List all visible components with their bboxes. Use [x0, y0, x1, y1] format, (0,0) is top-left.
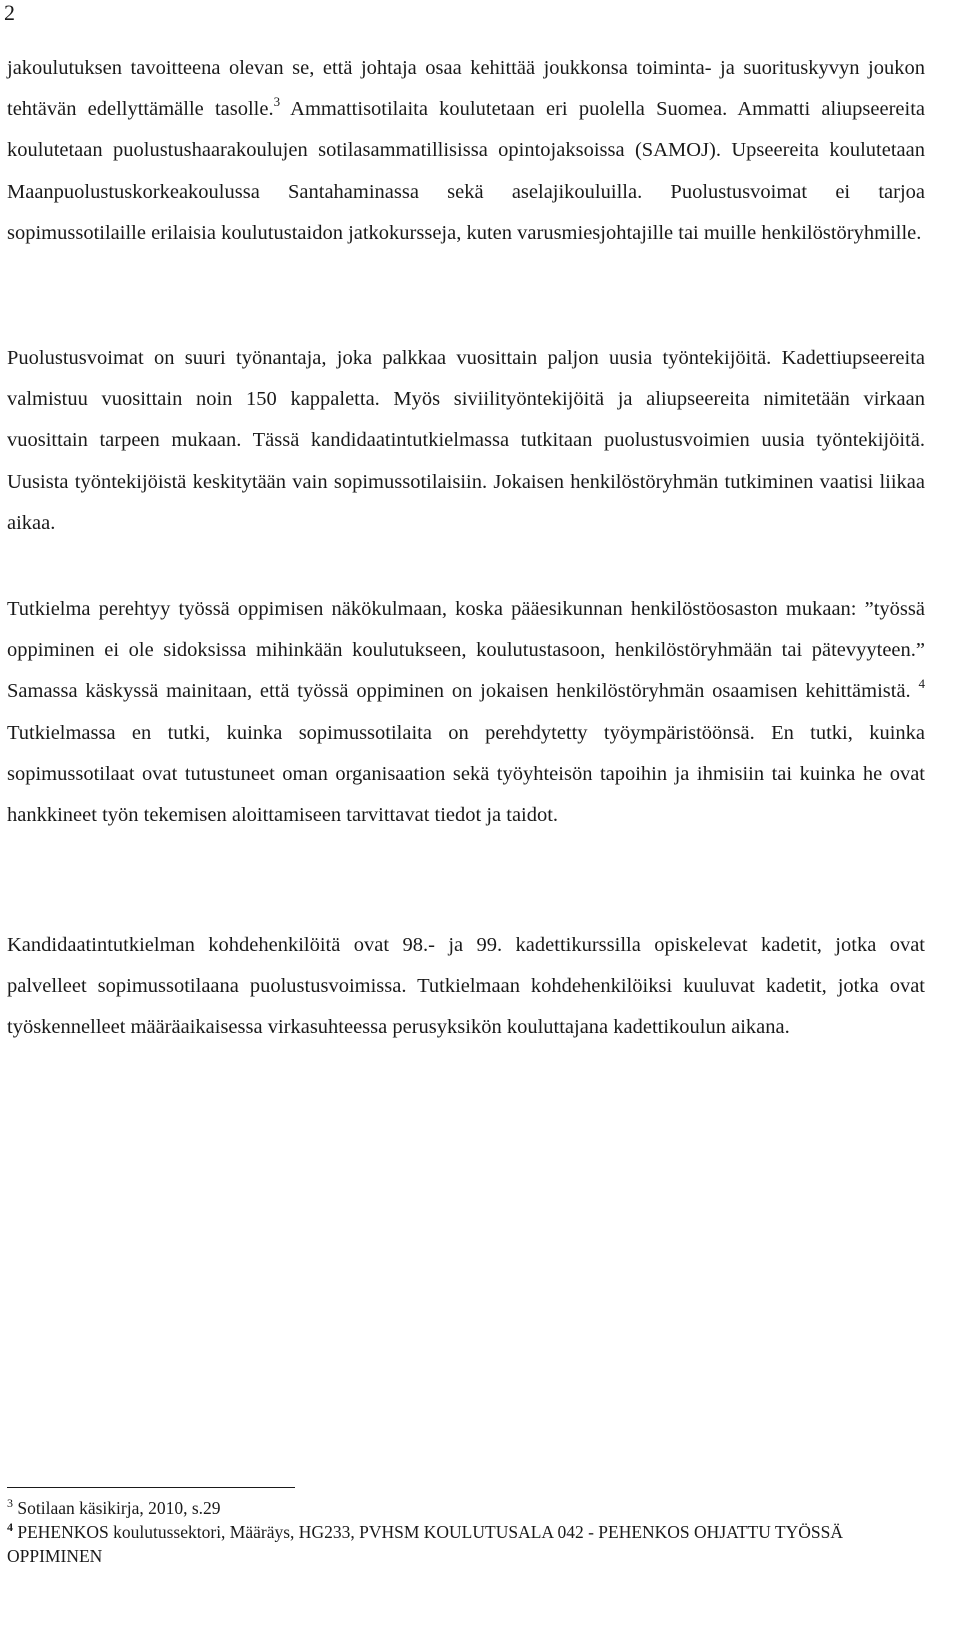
paragraph-1: [7, 48, 925, 254]
footnote-4: [7, 1520, 937, 1568]
paragraph-2: [7, 338, 925, 544]
page-number: 2: [4, 0, 15, 25]
footnote-ref-4: 4: [918, 676, 926, 692]
paragraph-1-text-a: jakoulutuksen tavoitteena olevan se, että johtaja osaa kehittää joukkonsa toiminta- ja suorituskyvyn joukon tehtävän edellyttämälle tasolle.: [7, 57, 925, 121]
footnote-3: [7, 1496, 937, 1520]
footnote-ref-3: 3: [273, 94, 281, 110]
footnote-separator: [7, 1487, 295, 1488]
footnote-text-4: PEHENKOS koulutussektori, Määräys, HG233, PVHSM KOULUTUSALA 042 - PEHENKOS OHJATTU TYÖSSÄ OPPIMINEN: [7, 1522, 843, 1566]
footnote-mark-3: 3: [7, 1496, 13, 1510]
paragraph-2-text: Puolustusvoimat on suuri työnantaja, joka palkkaa vuosittain paljon uusia työntekijöitä. Kadettiupseereita valmistuu vuosittain noin 150 kappaletta. Myös siviilityöntekijöitä ja aliupseereita nimitetään virkaan vuosittain tarpeen mukaan. Tässä kandidaatintutkielmassa tutkitaan puolustusvoimien uusia työntekijöitä. Uusista työntekijöistä keskitytään vain sopimussotilaisiin. Jokaisen henkilöstöryhmän tutkiminen vaatisi liikaa aikaa.: [7, 347, 925, 534]
footnote-mark-4: 4: [7, 1520, 13, 1534]
paragraph-4-text: Kandidaatintutkielman kohdehenkilöitä ovat 98.- ja 99. kadettikurssilla opiskelevat kadetit, jotka ovat palvelleet sopimussotilaana puolustusvoimissa. Tutkielmaan kohdehenkilöiksi kuuluvat kadetit, jotka ovat työskennelleet määräaikaisessa virkasuhteessa perusyksikön kouluttajana kadettikoulun aikana.: [7, 934, 925, 1039]
paragraph-3: [7, 589, 925, 836]
paragraph-4: [7, 925, 925, 1049]
paragraph-3-text-a: Tutkielma perehtyy työssä oppimisen näkökulmaan, koska pääesikunnan henkilöstöosaston mukaan: ”työssä oppiminen ei ole sidoksissa mihinkään koulutukseen, koulutustasoon, henkilöstöryhmään tai pätevyyteen.” Samassa käskyssä mainitaan, että työssä oppiminen on jokaisen henkilöstöryhmän osaamisen kehittämistä.: [7, 598, 925, 703]
paragraph-3-text-b: Tutkielmassa en tutki, kuinka sopimussotilaita on perehdytetty työympäristöönsä. En tutki, kuinka sopimussotilaat ovat tutustuneet oman organisaation sekä työyhteisön tapoihin ja ihmisiin tai kuinka he ovat hankkineet työn tekemisen aloittamiseen tarvittavat tiedot ja taidot.: [7, 721, 925, 827]
paragraph-1-text-b: Ammattisotilaita koulutetaan eri puolella Suomea. Ammatti aliupseereita koulutetaan puolustushaarakoulujen sotilasammatillisissa opintojaksoissa (SAMOJ). Upseereita koulutetaan Maanpuolustuskorkeakoulussa Santahaminassa sekä aselajikouluilla. Puolustusvoimat ei tarjoa sopimussotilaille erilaisia koulutustaidon jatkokursseja, kuten varusmiesjohtajille tai muille henkilöstöryhmille.: [7, 98, 925, 244]
footnotes: [7, 1496, 937, 1568]
footnote-text-3: Sotilaan käsikirja, 2010, s.29: [13, 1498, 221, 1518]
